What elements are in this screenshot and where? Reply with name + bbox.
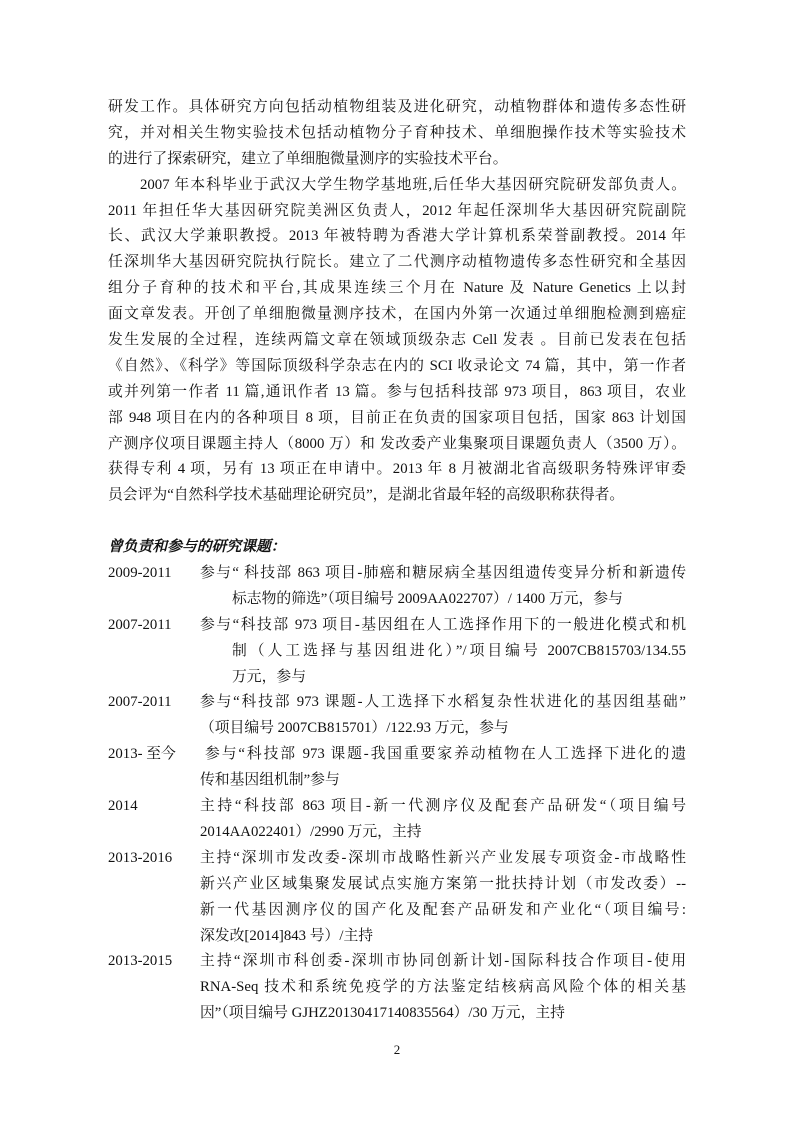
project-line: 主持“科技部 863 项目-新一代测序仪及配套产品研发“（项目编号 — [200, 798, 686, 815]
project-line: 主持“深圳市科创委-深圳市协同创新计划-国际科技合作项目-使用 — [200, 953, 686, 970]
project-period: 2007-2011 — [108, 694, 172, 711]
project-line: 主持“深圳市发改委-深圳市战略性新兴产业发展专项资金-市战略性 — [200, 849, 686, 866]
bio-line: 组分子育种的技术和平台,其成果连续三个月在 Nature 及 Nature Genetics 上以封 — [108, 280, 686, 297]
project-item — [108, 846, 686, 950]
project-line: 因”（项目编号 GJHZ20130417140835564）/30 万元，主持 — [200, 1005, 565, 1022]
project-line: （项目编号 2007CB815701）/122.93 万元，参与 — [200, 720, 509, 737]
bio-line: 《自然》、《科学》等国际顶级科学杂志在内的 SCI 收录论文 74 篇，其中，第一作者 — [108, 357, 686, 374]
bio-line: 获得专利 4 项，另有 13 项正在申请中。2013 年 8 月被湖北省高级职务特殊评审委 — [108, 461, 686, 478]
bio-line: 员会评为“自然科学技术基础理论研究员”，是湖北省最年轻的高级职称获得者。 — [108, 487, 625, 504]
project-line: 参与“科技部 973 课题-人工选择下水稻复杂性状进化的基因组基础” — [200, 694, 686, 711]
bio-line: 的进行了探索研究，建立了单细胞微量测序的实验技术平台。 — [108, 150, 508, 167]
project-item — [108, 794, 686, 846]
project-line: RNA-Seq 技术和系统免疫学的方法鉴定结核病高风险个体的相关基 — [200, 979, 686, 996]
project-line: 参与“ 科技部 863 项目-肺癌和糖尿病全基因组遗传变异分析和新遗传 — [200, 565, 686, 582]
bio-line: 产测序仪项目课题主持人（8000 万）和 发改委产业集聚项目课题负责人（3500 万）。 — [108, 435, 686, 452]
project-line: 新兴产业区域集聚发展试点实施方案第一批扶持计划（市发改委）-- — [200, 875, 686, 892]
project-line: 2014AA022401）/2990 万元，主持 — [200, 823, 422, 840]
project-line: 传和基因组机制”参与 — [200, 772, 340, 789]
bio-line: 2011 年担任华大基因研究院美洲区负责人，2012 年起任深圳华大基因研究院副院 — [108, 202, 686, 219]
bio-paragraph-2 — [108, 173, 686, 510]
project-period: 2014 — [108, 798, 138, 815]
bio-line: 面文章发表。开创了单细胞微量测序技术，在国内外第一次通过单细胞检测到癌症 — [108, 306, 686, 323]
project-period: 2009-2011 — [108, 565, 172, 582]
bio-paragraph-1 — [108, 95, 686, 173]
project-item — [108, 949, 686, 1027]
bio-line: 部 948 项目在内的各种项目 8 项，目前正在负责的国家项目包括，国家 863 计划国 — [108, 409, 686, 426]
project-period: 2013-2016 — [108, 849, 173, 866]
project-item — [108, 561, 686, 613]
project-line: 标志物的筛选”（项目编号 2009AA022707）/ 1400 万元，参与 — [232, 590, 623, 607]
bio-line: 发生发展的全过程，连续两篇文章在领域顶级杂志 Cell 发表 。目前已发表在包括 — [108, 332, 686, 349]
bio-line: 长、武汉大学兼职教授。2013 年被特聘为香港大学计算机系荣誉副教授。2014 年 — [108, 228, 686, 245]
project-item — [108, 690, 686, 742]
page-number: 2 — [393, 1042, 401, 1057]
project-period: 2007-2011 — [108, 616, 172, 633]
project-list — [108, 561, 686, 1027]
bio-line: 任深圳华大基因研究院执行院长。建立了二代测序动植物遗传多态性研究和全基因 — [108, 254, 686, 271]
project-line: 万元，参与 — [232, 668, 306, 685]
project-line: 参与“科技部 973 项目-基因组在人工选择作用下的一般进化模式和机 — [200, 616, 686, 633]
project-line: 深发改[2014]843 号）/主持 — [200, 927, 374, 944]
bio-line: 究，并对相关生物实验技术包括动植物分子育种技术、单细胞操作技术等实验技术 — [108, 124, 686, 141]
bio-line: 研发工作。具体研究方向包括动植物组装及进化研究，动植物群体和遗传多态性研 — [108, 99, 686, 115]
project-item — [108, 613, 686, 691]
project-period: 2013- 至今 — [108, 746, 176, 763]
projects-heading: 曾负责和参与的研究课题： — [108, 539, 286, 556]
project-line: 参与“科技部 973 课题-我国重要家养动植物在人工选择下进化的遗 — [205, 746, 686, 763]
project-line: 新一代基因测序仪的国产化及配套产品研发和产业化“（项目编号: — [200, 901, 686, 918]
page-body — [108, 95, 686, 1027]
project-item — [108, 742, 686, 794]
bio-line: 2007 年本科毕业于武汉大学生物学基地班,后任华大基因研究院研发部负责人。 — [140, 176, 686, 193]
section-gap — [108, 509, 686, 535]
project-line: 制（人工选择与基因组进化）”/项目编号 2007CB815703/134.55 — [232, 642, 686, 659]
project-period: 2013-2015 — [108, 953, 173, 970]
bio-line: 或并列第一作者 11 篇,通讯作者 13 篇。参与包括科技部 973 项目，863 项目，农业 — [108, 383, 686, 400]
